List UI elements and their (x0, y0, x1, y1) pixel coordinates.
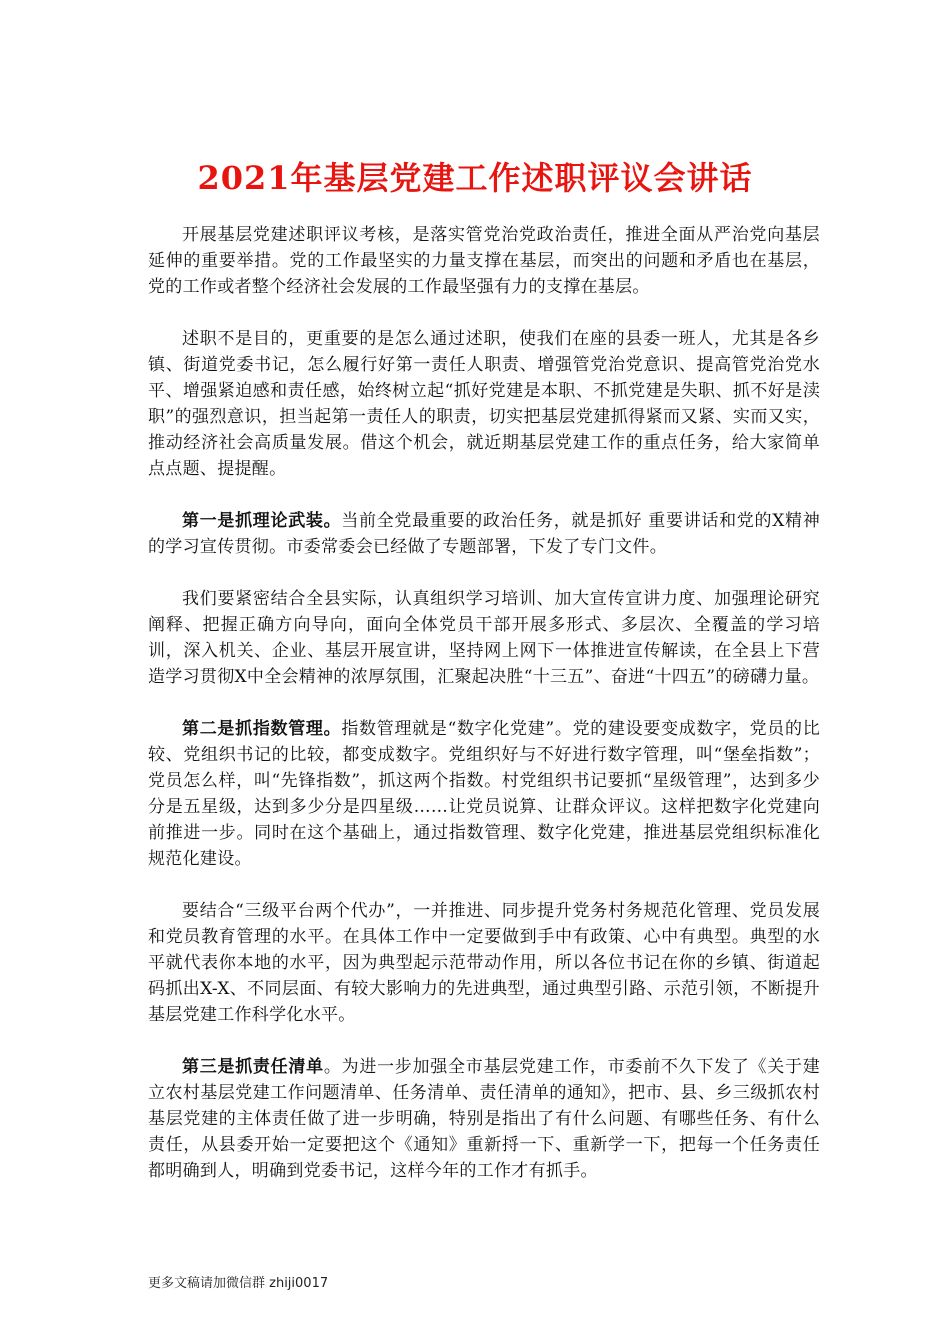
paragraph-text: 开展基层党建述职评议考核，是落实管党治党政治责任，推进全面从严治党向基层延伸的重要举措。党的工作最坚实的力量支撑在基层，而突出的问题和矛盾也在基层，党的工作或者整个经济社会发展的工作最坚强有力的支撑在基层。 (148, 225, 820, 297)
paragraph (148, 898, 820, 1028)
section-heading: 第一是抓理论武装。 (182, 511, 342, 531)
paragraph (148, 1054, 820, 1184)
section-heading: 第二是抓指数管理。 (182, 719, 342, 739)
section-heading: 第三是抓责任清单 (182, 1057, 324, 1077)
paragraph-text: 。为进一步加强全市基层党建工作，市委前不久下发了《关于建立农村基层党建工作问题清单、任务清单、责任清单的通知》，把市、县、乡三级抓农村基层党建的主体责任做了进一步明确，特别是指出了有什么问题、有哪些任务、有什么责任，从县委开始一定要把这个《通知》重新捋一下、重新学一下，把每一个任务责任都明确到人，明确到党委书记，这样今年的工作才有抓手。 (148, 1057, 820, 1181)
paragraph (148, 326, 820, 482)
paragraph-text: 要结合“三级平台两个代办”，一并推进、同步提升党务村务规范化管理、党员发展和党员教育管理的水平。在具体工作中一定要做到手中有政策、心中有典型。典型的水平就代表你本地的水平，因为典型起示范带动作用，所以各位书记在你的乡镇、街道起码抓出X-X、不同层面、有较大影响力的先进典型，通过典型引路、示范引领，不断提升基层党建工作科学化水平。 (148, 901, 820, 1025)
paragraph-text: 述职不是目的，更重要的是怎么通过述职，使我们在座的县委一班人，尤其是各乡镇、街道党委书记，怎么履行好第一责任人职责、增强管党治党意识、提高管党治党水平、增强紧迫感和责任感，始终树立起“抓好党建是本职、不抓党建是失职、抓不好是渎职”的强烈意识，担当起第一责任人的职责，切实把基层党建抓得紧而又紧、实而又实，推动经济社会高质量发展。借这个机会，就近期基层党建工作的重点任务，给大家简单点点题、提提醒。 (148, 329, 820, 479)
paragraph (148, 222, 820, 300)
document-body (148, 222, 820, 1210)
document-title: 2021年基层党建工作述职评议会讲话 (197, 159, 753, 197)
paragraph-text: 指数管理就是“数字化党建”。党的建设要变成数字，党员的比较、党组织书记的比较，都变成数字。党组织好与不好进行数字管理，叫“堡垒指数”；党员怎么样，叫“先锋指数”，抓这两个指数。村党组织书记要抓“星级管理”，达到多少分是五星级，达到多少分是四星级……让党员说算、让群众评议。这样把数字化党建向前推进一步。同时在这个基础上，通过指数管理、数字化党建，推进基层党组织标准化规范化建设。 (148, 719, 821, 869)
paragraph (148, 716, 820, 872)
paragraph-text: 当前全党最重要的政治任务，就是抓好 重要讲话和党的X精神的学习宣传贯彻。市委常委会已经做了专题部署，下发了专门文件。 (148, 511, 821, 557)
paragraph (148, 508, 820, 560)
paragraph-text: 我们要紧密结合全县实际，认真组织学习培训、加大宣传宣讲力度、加强理论研究阐释、把握正确方向导向，面向全体党员干部开展多形式、多层次、全覆盖的学习培训，深入机关、企业、基层开展宣讲，坚持网上网下一体推进宣传解读，在全县上下营造学习贯彻X中全会精神的浓厚氛围，汇聚起决胜“十三五”、奋进“十四五”的磅礴力量。 (148, 589, 820, 687)
footer-note: 更多文稿请加微信群 zhiji0017 (148, 1276, 329, 1291)
paragraph (148, 586, 820, 690)
